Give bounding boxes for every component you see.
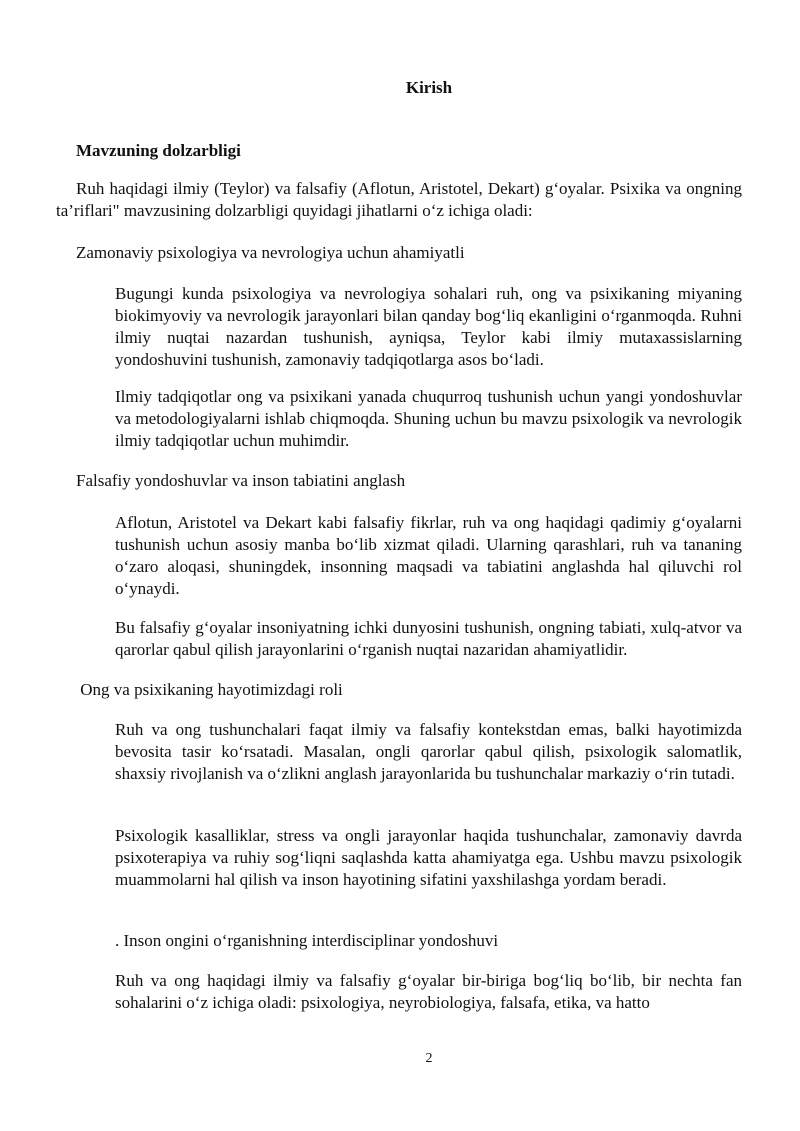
subheading-role-in-life: Ong va psixikaning hayotimizdagi roli <box>76 680 343 699</box>
subheading-interdisciplinary: . Inson ongini o‘rganishning interdisciplinar yondoshuvi <box>115 931 499 950</box>
paragraph-psychology-2: Ilmiy tadqiqotlar ong va psixikani yanada chuqurroq tushunish uchun yangi yondoshuvlar va metodologiyalarni ishlab chiqmoqda. Shuning uchun bu mavzu psixologik va nevrologik ilmiy tadqiqotlar uchun muhimdir. <box>115 387 742 450</box>
paragraph-psychology-1: Bugungi kunda psixologiya va nevrologiya sohalari ruh, ong va psixikaning miyaning biokimyoviy va nevrologik jarayonlari bilan qanday bog‘liq ekanligini o‘rganmoqda. Ruhni ilmiy nuqtai nazardan tushunish, ayniqsa, Teylor kabi ilmiy mutaxassislarning yondoshuvini tushunish, zamonaviy tadqiqotlarga asos bo‘ladi. <box>115 284 742 369</box>
paragraph-role-2: Psixologik kasalliklar, stress va ongli jarayonlar haqida tushunchalar, zamonaviy davrda psixoterapiya va ruhiy sog‘liqni saqlashda katta ahamiyatga ega. Ushbu mavzu psixologik muammolarni hal qilish va inson hayotining sifatini yaxshilashga yordam beradi. <box>115 826 742 889</box>
section-heading: Mavzuning dolzarbligi <box>76 141 241 160</box>
intro-paragraph: Ruh haqidagi ilmiy (Teylor) va falsafiy (Aflotun, Aristotel, Dekart) g‘oyalar. Psixika va ongning ta’riflari" mavzusining dolzarbligi quyidagi jihatlarni o‘z ichiga oladi: <box>56 179 742 220</box>
paragraph-philosophy-1: Aflotun, Aristotel va Dekart kabi falsafiy fikrlar, ruh va ong haqidagi qadimiy g‘oyalarni tushunish uchun asosiy manba bo‘lib xizmat qiladi. Ularning qarashlari, ruh va tananing o‘zaro aloqasi, shuningdek, insonning maqsadi va tabiatini anglashda hal qiluvchi rol o‘ynaydi. <box>115 513 742 598</box>
page-number: 2 <box>425 1051 433 1066</box>
page-title: Kirish <box>405 78 453 97</box>
paragraph-interdisciplinary-1: Ruh va ong haqidagi ilmiy va falsafiy g‘oyalar bir-biriga bog‘liq bo‘lib, bir nechta fan sohalarini o‘z ichiga oladi: psixologiya, neyrobiologiya, falsafa, etika, va hatto <box>115 971 742 1012</box>
paragraph-role-1: Ruh va ong tushunchalari faqat ilmiy va falsafiy kontekstdan emas, balki hayotimizda bevosita tasir ko‘rsatadi. Masalan, ongli qarorlar qabul qilish, psixologik salomatlik, shaxsiy rivojlanish va o‘zlikni anglash jarayonlarida bu tushunchalar markaziy o‘rin tutadi. <box>115 720 742 783</box>
subheading-psychology-neurology: Zamonaviy psixologiya va nevrologiya uchun ahamiyatli <box>76 243 465 262</box>
paragraph-philosophy-2: Bu falsafiy g‘oyalar insoniyatning ichki dunyosini tushunish, ongning tabiati, xulq-atvor va qarorlar qabul qilish jarayonlarini o‘rganish nuqtai nazaridan ahamiyatlidir. <box>115 618 742 659</box>
subheading-philosophical-approaches: Falsafiy yondoshuvlar va inson tabiatini anglash <box>76 471 406 490</box>
